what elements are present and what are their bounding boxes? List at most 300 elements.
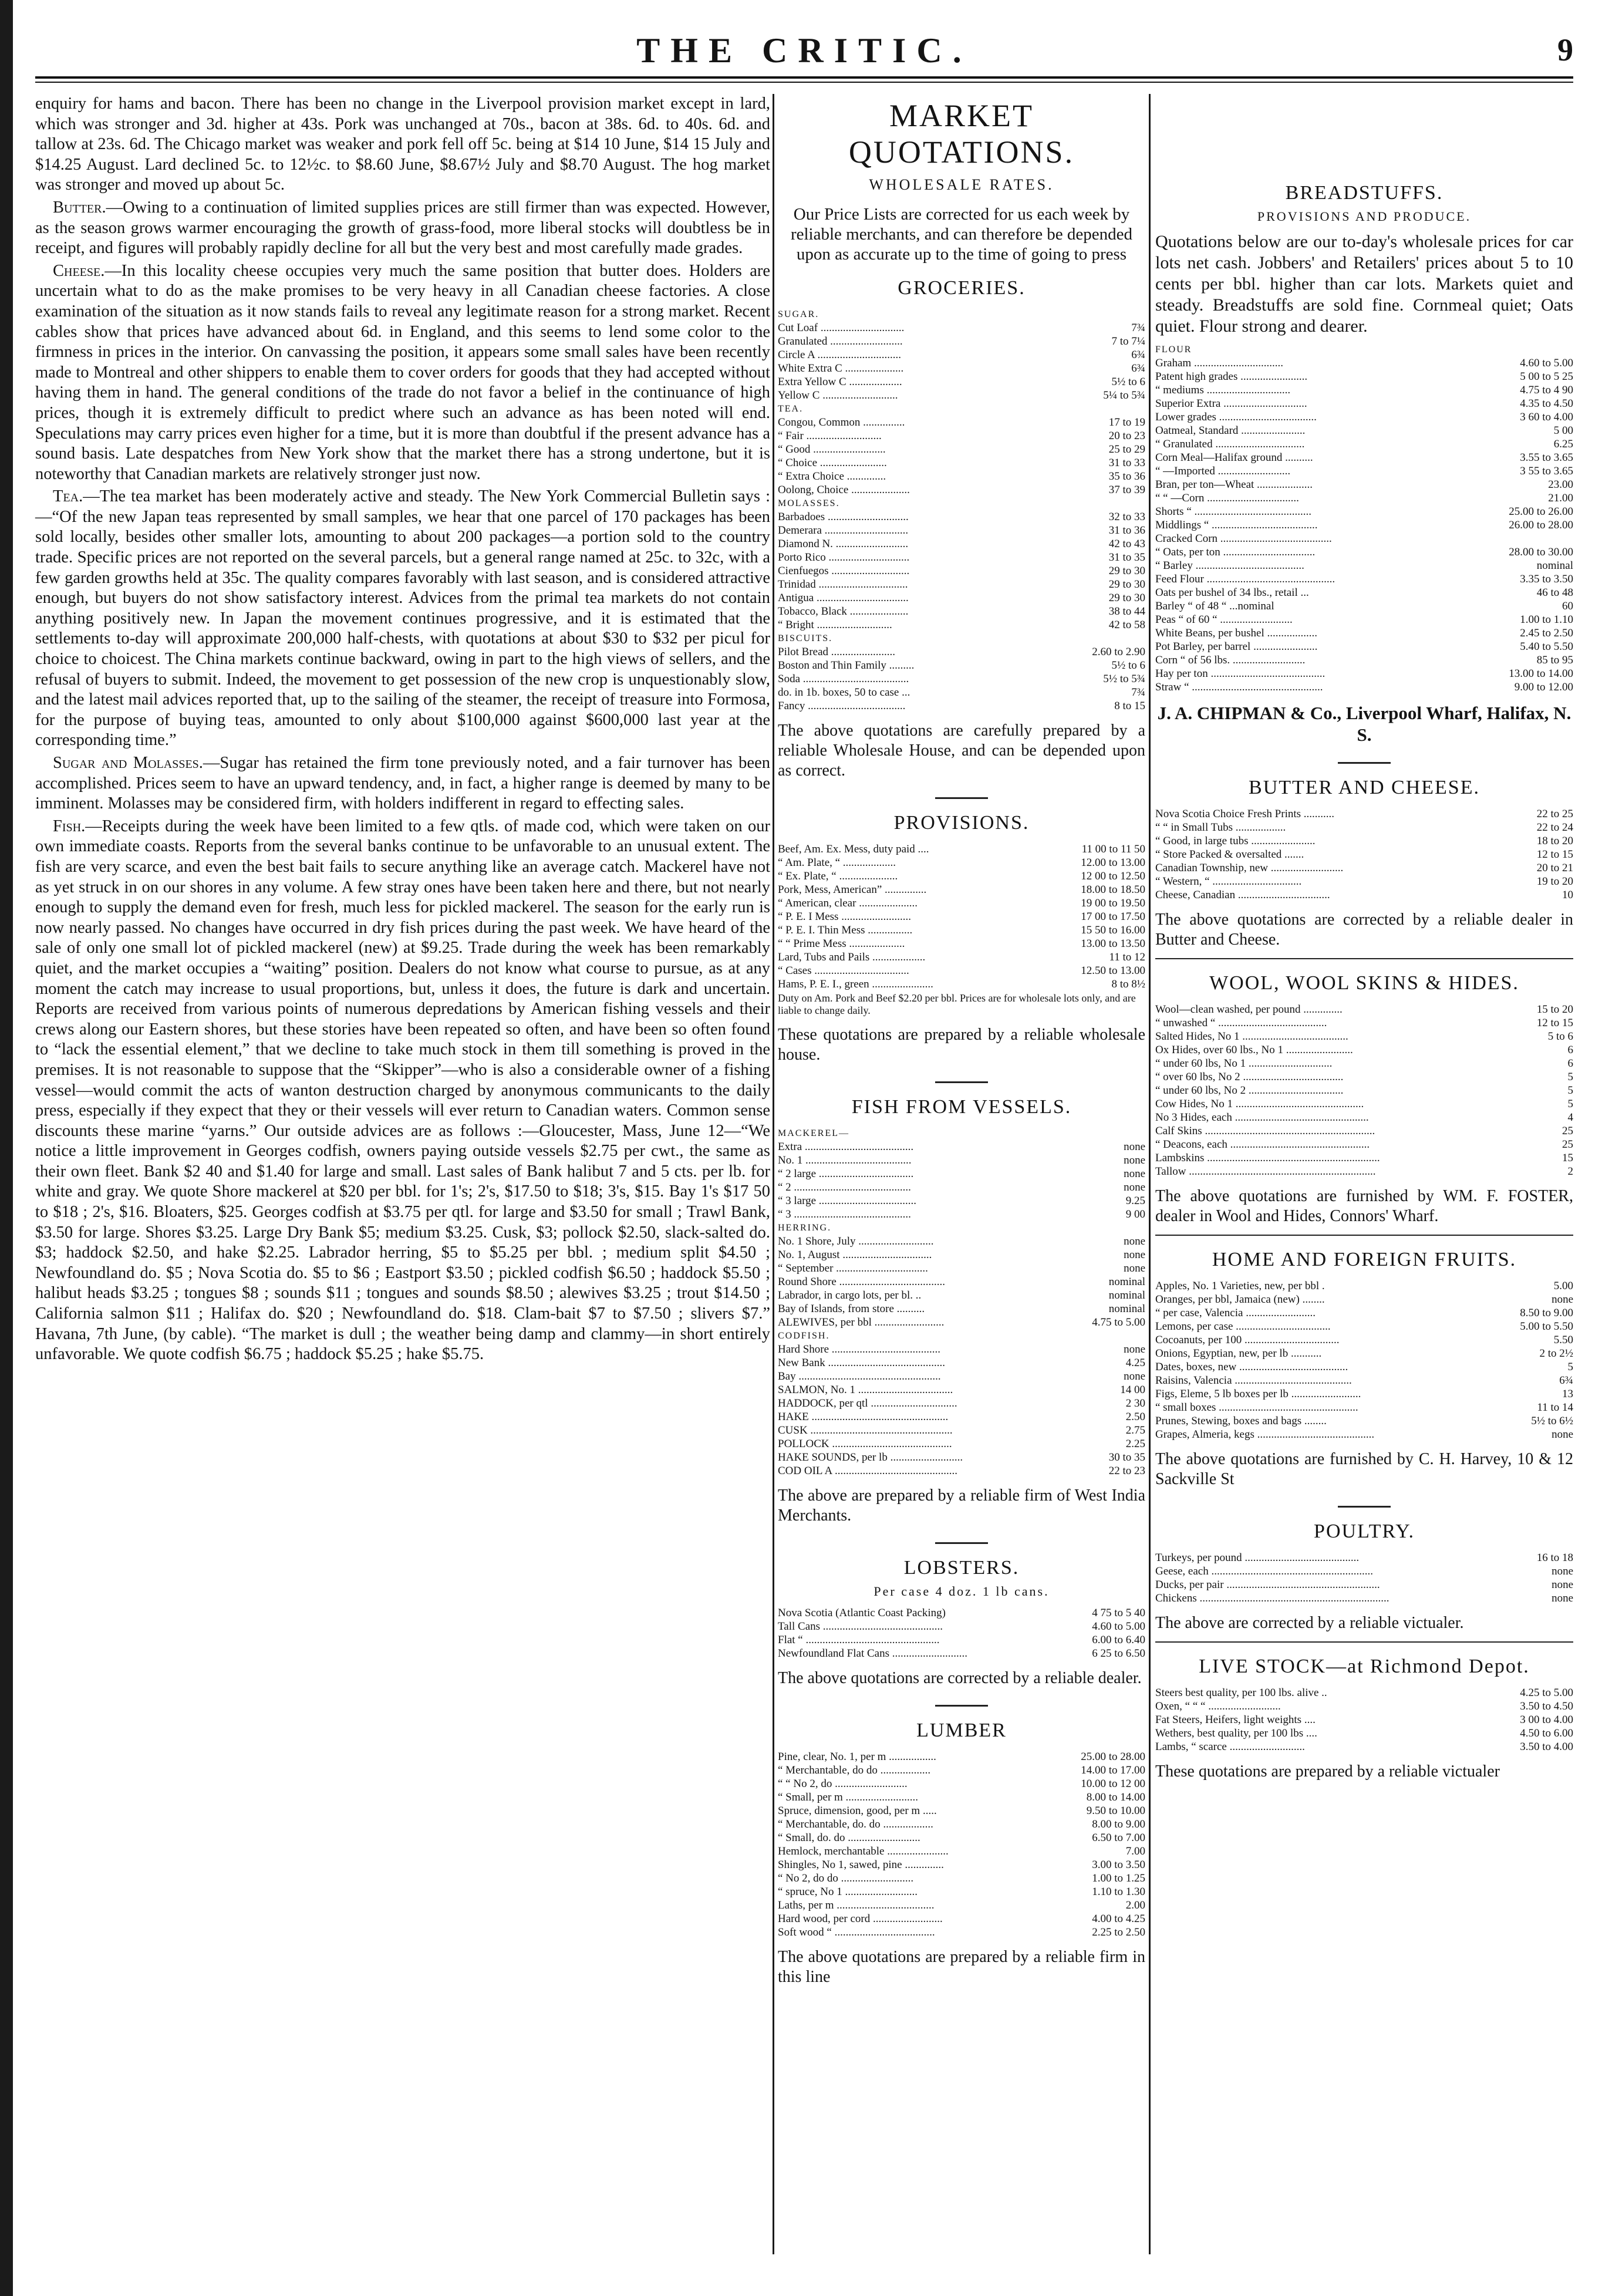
quote-price: 42 to 58: [1108, 619, 1145, 631]
quote-price: none: [1124, 1154, 1145, 1166]
quote-item: “ Bright ...........................: [778, 619, 892, 631]
paragraph-text: —Receipts during the week have been limited to a few qtls. of made cod, which were taken on our own immediate coasts. Reports from the several banks continue to be unfavorable to an unusual extent. The fish are very scarce, and even the best bait fails to secure anything like an average catch. Mackerel have not as yet struck in on our shores in any volume. A few stray ones have been taken here and there, but not nearly enough to supply the demand even for fresh, much less for pickled mackerel. The season for the early run is now nearly passed. No changes have occurred in dry fish prices during the past week. We have heard of the sale of only one small lot of pickled mackerel (new) at $9.25. Trade during the week has been remarkably quiet, and the market occupies a “waiting” position. Dealers do not know what course to pursue, as at any moment the catch may increase to usual proportions, but, unless it does, the future is dark and uncertain. Reports are received from various points of numerous depredations by American fishing vessels and their crews along our Eastern shores, but these stories have been repeated so often, and have been so often found to “lack the essential element,” that we decline to take much stock in them till something is proved in the premises. It is not reasonable to suppose that the “Skipper”—who is also a considerable owner of a fishing vessel—would commit the acts of wanton destruction charged by anonymous communicants to the daily press, especially if they expect that they or their vessels will ever return to Canadian waters. Common sense discounts these marine “yarns.” Our outside advices are as follows :—Gloucester, Mass, June 12—“We notice a little improvement in Georges codfish, owners paying outside vessels $2.75 per cwt., the same as their own fleet. Bank $2 40 and $1.40 for large and small. Last sales of Bank halibut 7 and 5 cts. per lb. for white and gray. We quote Shore mackerel at $20 per bbl. for 1's; 2's, $17.50 to $18; 3's, $15. Bay 1's $17 50 to $18 ; 2's, $16. Bloaters, $25. Georges codfish at $3.75 per qtl. for large and $3.50 for small ; Trawl Bank, $3.50 for large. Shores $3.25. Large Dry Bank $5; medium $3.25. Cusk, $3; pollock $2.50, slack-salted do. $3; haddock $2.50, and hake $2.25. Labrador herring, $5 to $5.25 per bbl. ; medium split $4.50 ; Newfoundland do. $5 ; Nova Scotia do. $5 to $6 ; Eastport $3.50 ; pickled codfish $6.50 ; haddock $5.50 ; halibut heads $3.25 ; tongues $8 ; sounds $11 ; tongues and sounds $8.50 ; alewives $3.25 ; trout $14.50 ; California salmon $11 ; Halifax do. $20 ; Newfoundland do. $18. Clam-bait $7 to $7.50 ; slivers $7.” Havana, 7th June, (by cable). “The market is dull ; the weather being damp and clammy—in short entirely unfavorable. We quote codfish $6.75 ; haddock $5.25 ; hake $5.75.: [35, 817, 770, 1364]
article-paragraph: [35, 198, 770, 259]
quote-price: 5.00: [1553, 1280, 1573, 1292]
breadstuffs-subtitle: PROVISIONS AND PRODUCE.: [1257, 209, 1472, 224]
quote-price: 2 to 2½: [1539, 1347, 1573, 1360]
quote-row: [778, 686, 1145, 699]
quote-item: “ Am. Plate, “ ...................: [778, 857, 896, 869]
quote-item: “ “ —Corn .................................: [1155, 492, 1299, 504]
quote-price: nominal: [1108, 1303, 1145, 1315]
quote-price: 13: [1562, 1388, 1573, 1400]
quote-row: [1155, 599, 1573, 613]
quote-item: Middlings “ ......................................: [1155, 519, 1318, 531]
quote-row: [1155, 1084, 1573, 1097]
quote-price: 18.00 to 18.50: [1081, 884, 1145, 896]
quote-item: Tobacco, Black .....................: [778, 605, 909, 618]
lumber-table: [778, 1750, 1145, 1939]
butter-table: [1155, 807, 1573, 902]
quote-price: 25.00 to 26.00: [1509, 505, 1573, 518]
quote-item: Calf Skins .............................................................: [1155, 1125, 1375, 1137]
quote-item: Oolong, Choice .....................: [778, 484, 910, 496]
quote-row: [778, 883, 1145, 896]
quote-item: “ Cases ..................................: [778, 965, 909, 977]
quote-item: “ American, clear .....................: [778, 897, 918, 909]
quote-row: [778, 632, 1145, 645]
quote-price: 5 00 to 5 25: [1520, 370, 1573, 383]
quote-row: [778, 1262, 1145, 1275]
quote-item: Hay per ton .........................................: [1155, 667, 1326, 680]
quote-price: 2.25: [1125, 1438, 1145, 1450]
wool-note: The above quotations are furnished by WM. F. FOSTER, dealer in Wool and Hides, Connors' Wharf.: [1155, 1187, 1573, 1225]
quote-price: 9.50 to 10.00: [1086, 1805, 1145, 1817]
quote-item: Grapes, Almeria, kegs ..........................................: [1155, 1428, 1375, 1441]
divider: [935, 1081, 988, 1083]
quote-price: 12 to 15: [1536, 848, 1573, 861]
quote-price: 5: [1567, 1361, 1573, 1373]
quote-item: Onions, Egyptian, new, per lb ...........: [1155, 1347, 1322, 1360]
quote-price: 3 00 to 4.00: [1520, 1714, 1573, 1726]
quote-row: [1155, 410, 1573, 424]
quote-price: 5.00 to 5.50: [1520, 1320, 1573, 1333]
paragraph-lead: Sugar and Molasses.: [53, 754, 203, 772]
quote-row: [778, 1437, 1145, 1451]
quote-item: Apples, No. 1 Varieties, new, per bbl .: [1155, 1280, 1325, 1292]
quote-row: [778, 483, 1145, 497]
quote-item: Barbadoes .............................: [778, 511, 909, 523]
quote-price: 19 00 to 19.50: [1081, 897, 1145, 909]
quote-item: Oranges, per bbl, Jamaica (new) ........: [1155, 1293, 1325, 1306]
quote-row: [778, 923, 1145, 937]
quote-item: Straw “ ...............................................: [1155, 681, 1323, 693]
quote-price: 4.35 to 4.50: [1520, 397, 1573, 410]
quote-row: [778, 1791, 1145, 1804]
quote-price: 6.00 to 6.40: [1092, 1634, 1145, 1646]
quote-row: [1155, 572, 1573, 586]
quote-row: [1155, 437, 1573, 451]
quote-row: [1155, 1565, 1573, 1578]
quote-item: “ small boxes ..................................................: [1155, 1401, 1358, 1414]
article-paragraph: [35, 487, 770, 751]
quote-row: [1155, 888, 1573, 902]
quote-row: [1155, 1070, 1573, 1084]
quote-item: “ Merchantable, do do ..................: [778, 1764, 931, 1776]
quote-row: [1155, 875, 1573, 888]
quote-item: Bay of Islands, from store ..........: [778, 1303, 925, 1315]
quote-row: [1155, 1740, 1573, 1754]
lumber-title: LUMBER: [916, 1720, 1007, 1741]
quote-item: “ Deacons, each ..................................................: [1155, 1138, 1370, 1151]
provisions-table: [778, 842, 1145, 991]
column-rule: [1149, 94, 1151, 2254]
quote-price: 21.00: [1548, 492, 1573, 504]
quote-row: [778, 591, 1145, 605]
quote-item: Antigua .................................: [778, 592, 909, 604]
quote-row: [778, 1235, 1145, 1248]
quote-item: White Beans, per bushel ..................: [1155, 627, 1317, 639]
quote-row: [778, 937, 1145, 950]
quote-row: [778, 389, 1145, 402]
quote-price: 16 to 18: [1536, 1552, 1573, 1564]
quote-row: [778, 524, 1145, 537]
quote-item: Cocoanuts, per 100 ..................................: [1155, 1334, 1340, 1346]
quote-item: “ mediums ..............................: [1155, 384, 1291, 396]
quote-price: 14 00: [1120, 1384, 1145, 1396]
quote-item: “ Granulated ................................: [1155, 438, 1305, 450]
quote-item: Feed Flour ..............................................: [1155, 573, 1335, 585]
quote-row: [778, 1831, 1145, 1845]
quote-row: [1155, 613, 1573, 626]
quote-price: [1087, 1221, 1145, 1235]
quote-row: [1155, 545, 1573, 559]
quote-price: 6.25: [1553, 438, 1573, 450]
quote-row: [1155, 1686, 1573, 1700]
quote-price: 20 to 21: [1536, 862, 1573, 874]
quote-row: [1155, 1043, 1573, 1057]
quote-row: [1155, 1713, 1573, 1727]
quote-row: [1155, 1151, 1573, 1165]
quote-row: [1155, 370, 1573, 383]
quote-item: “ 3 large ...................................: [778, 1195, 917, 1207]
divider: [935, 1705, 988, 1707]
quote-price: 6.50 to 7.00: [1092, 1832, 1145, 1844]
quote-price: 4.75 to 4 90: [1520, 384, 1573, 396]
quote-price: 3.35 to 3.50: [1520, 573, 1573, 585]
quote-price: 23.00: [1548, 478, 1573, 491]
provisions-note: These quotations are prepared by a reliable wholesale house.: [778, 1026, 1145, 1064]
quote-row: [1155, 834, 1573, 848]
quote-item: No. 1, August ................................: [778, 1249, 932, 1261]
quote-price: 22 to 24: [1536, 821, 1573, 834]
quote-price: [1087, 1329, 1145, 1343]
quote-item: Labrador, in cargo lots, per bl. ..: [778, 1289, 922, 1302]
quote-row: [1155, 1360, 1573, 1374]
quote-item: Soda ......................................: [778, 673, 909, 685]
quote-row: [1155, 1592, 1573, 1605]
quote-price: 37 to 39: [1108, 484, 1145, 496]
quote-price: 6 25 to 6.50: [1092, 1647, 1145, 1660]
quote-item: No. 1 ......................................: [778, 1154, 912, 1166]
quote-price: 29 to 30: [1108, 578, 1145, 591]
quote-row: [778, 645, 1145, 659]
quote-item: Pilot Bread .......................: [778, 646, 896, 658]
quote-row: [1155, 1097, 1573, 1111]
quote-row: [778, 551, 1145, 564]
quote-row: [778, 1633, 1145, 1647]
quote-price: 6: [1567, 1044, 1573, 1056]
quote-row: [778, 1899, 1145, 1912]
quote-price: 8 to 8½: [1111, 978, 1145, 990]
quote-row: [778, 605, 1145, 618]
quote-item: Lower grades ...................................: [1155, 411, 1317, 423]
quote-row: [778, 1140, 1145, 1154]
quote-item: Ox Hides, over 60 lbs., No 1 ........................: [1155, 1044, 1353, 1056]
quote-price: 8.00 to 14.00: [1086, 1791, 1145, 1803]
quote-item: Prunes, Stewing, boxes and bags ........: [1155, 1415, 1327, 1427]
column-rule: [773, 94, 774, 2254]
quote-row: [778, 1606, 1145, 1620]
quote-item: Bay ...................................................: [778, 1370, 941, 1383]
quote-item: “ “ Prime Mess ....................: [778, 938, 905, 950]
quote-item: Yellow C ...........................: [778, 389, 898, 402]
quote-row: [778, 416, 1145, 429]
quote-row: [778, 402, 1145, 416]
quote-item: Shorts “ ..........................................: [1155, 505, 1311, 518]
quote-price: nominal: [1108, 1289, 1145, 1302]
quote-item: Hard wood, per cord .........................: [778, 1913, 943, 1925]
quote-item: New Bank ..........................................: [778, 1357, 945, 1369]
quote-price: 7 to 7¼: [1111, 335, 1145, 348]
fruits-note: The above quotations are furnished by C. H. Harvey, 10 & 12 Sackville St: [1155, 1450, 1573, 1488]
quote-price: none: [1552, 1579, 1573, 1591]
quote-price: 1.00 to 1.25: [1092, 1872, 1145, 1884]
quote-item: Boston and Thin Family .........: [778, 659, 915, 672]
quote-price: 17 00 to 17.50: [1081, 911, 1145, 923]
quote-price: 20 to 23: [1108, 430, 1145, 442]
quote-row: [1155, 1016, 1573, 1030]
quote-row: [778, 564, 1145, 578]
quote-item: Tall Cans ...........................................: [778, 1620, 943, 1633]
quote-price: 25: [1562, 1125, 1573, 1137]
quote-item: “ Choice ........................: [778, 457, 887, 469]
quote-price: 2 30: [1125, 1397, 1145, 1410]
quote-price: 11 00 to 11 50: [1081, 843, 1145, 855]
quote-item: Figs, Eleme, 5 lb boxes per lb .........................: [1155, 1388, 1361, 1400]
article-column: [35, 94, 770, 1367]
quote-price: 12 00 to 12.50: [1081, 870, 1145, 882]
wool-title: WOOL, WOOL SKINS & HIDES.: [1209, 972, 1519, 994]
quote-row: [778, 510, 1145, 524]
quote-price: 5.40 to 5.50: [1520, 640, 1573, 653]
fruits-table: [1155, 1279, 1573, 1441]
quote-row: [778, 699, 1145, 713]
quote-row: [778, 1316, 1145, 1329]
quote-item: Cow Hides, No 1 ..............................................: [1155, 1098, 1364, 1110]
quote-item: Lemons, per case ..................................: [1155, 1320, 1331, 1333]
quote-price: none: [1124, 1235, 1145, 1248]
quote-price: 3 55 to 3.65: [1520, 465, 1573, 477]
quote-item: Chickens ....................................................................: [1155, 1592, 1389, 1604]
divider: [1155, 1235, 1573, 1236]
quote-price: none: [1552, 1565, 1573, 1577]
quote-item: Ducks, per pair .......................................................: [1155, 1579, 1380, 1591]
quote-price: 5¼ to 5¾: [1103, 389, 1145, 402]
quote-item: TEA.: [778, 404, 804, 414]
quote-row: [1155, 1401, 1573, 1414]
quote-item: HADDOCK, per qtl ...............................: [778, 1397, 957, 1410]
quote-price: 5 00: [1553, 424, 1573, 437]
quote-price: 4.00 to 4.25: [1092, 1913, 1145, 1925]
quote-row: [1155, 1306, 1573, 1320]
quote-row: [778, 335, 1145, 348]
quote-item: Soft wood “ ....................................: [778, 1926, 935, 1938]
quote-price: 2: [1567, 1165, 1573, 1178]
quote-price: 12 to 15: [1536, 1017, 1573, 1029]
quote-price: 8.00 to 9.00: [1092, 1818, 1145, 1830]
quote-item: “ Oats, per ton .................................: [1155, 546, 1316, 558]
quote-row: [778, 1872, 1145, 1885]
quote-price: 4 75 to 5 40: [1092, 1607, 1145, 1619]
quote-price: 26.00 to 28.00: [1509, 519, 1573, 531]
quotations-column-right: [1155, 94, 1573, 1785]
quote-item: Tallow ...................................................................: [1155, 1165, 1376, 1178]
quote-item: Oats per bushel of 34 lbs., retail ...: [1155, 586, 1309, 599]
quote-row: [778, 1926, 1145, 1939]
quote-price: 12.50 to 13.00: [1081, 965, 1145, 977]
quote-item: Turkeys, per pound .........................................: [1155, 1552, 1360, 1564]
quote-price: 5: [1567, 1071, 1573, 1083]
groceries-title: GROCERIES.: [898, 277, 1026, 299]
quote-row: [778, 1410, 1145, 1424]
quote-price: 30 to 35: [1108, 1451, 1145, 1464]
article-paragraph: [35, 94, 770, 195]
quote-item: FLOUR: [1155, 345, 1192, 355]
quote-price: 12.00 to 13.00: [1081, 857, 1145, 869]
quote-price: 9.25: [1125, 1195, 1145, 1207]
quote-item: Nova Scotia Choice Fresh Prints ...........: [1155, 808, 1335, 820]
quote-item: No 3 Hides, each ................................................: [1155, 1111, 1369, 1124]
article-paragraph: [35, 261, 770, 485]
quote-row: [1155, 848, 1573, 861]
breadstuffs-dealer: J. A. CHIPMAN & Co., Liverpool Wharf, Halifax, N. S.: [1157, 703, 1571, 745]
quote-price: none: [1552, 1592, 1573, 1604]
quote-row: [1155, 343, 1573, 356]
paragraph-text: enquiry for hams and bacon. There has been no change in the Liverpool provision market except in lard, which was stronger and 3d. higher at 43s. Pork was unchanged at 70s., bacon at 38s. 6d. to 40s. 6d. and tallow at 23s. 6d. The Chicago market was weaker and pork fell off 5c. being at $14 10 June, $14 15 July and $14.25 August. Lard declined 5c. to 12½c. to $8.60 June, $8.67½ July and $8.70 August. The hog market was stronger and moved up about 5c.: [35, 95, 770, 194]
quote-row: [778, 1370, 1145, 1383]
quote-price: 15: [1562, 1152, 1573, 1164]
page-number: 9: [1557, 32, 1573, 68]
quotations-column-middle: [778, 94, 1145, 1991]
quote-row: [1155, 1551, 1573, 1565]
quote-row: [778, 869, 1145, 883]
quote-row: [1155, 532, 1573, 545]
quote-item: “ 2 ..........................................: [778, 1181, 911, 1193]
quote-item: “ Small, do. do ..........................: [778, 1832, 920, 1844]
quote-price: [1504, 343, 1573, 356]
quote-price: [1087, 497, 1145, 510]
quote-item: “ “ No 2, do ..........................: [778, 1778, 908, 1790]
quote-price: 2.60 to 2.90: [1092, 646, 1145, 658]
paragraph-text: —Owing to a continuation of limited supplies prices are still firmer than was expected. However, as the season grows warmer encouraging the growth of grass-food, more liberal stocks will doubtless be in receipt, and figures will probably rapidly decline for all but the very best and most carefully made grades.: [35, 198, 770, 258]
quote-item: “ Fair ...........................: [778, 430, 882, 442]
quote-row: [778, 1818, 1145, 1831]
quote-row: [1155, 1727, 1573, 1740]
quote-row: [1155, 1111, 1573, 1124]
quote-item: “ 3 ..........................................: [778, 1208, 911, 1221]
quote-row: [778, 1777, 1145, 1791]
quote-price: 5½ to 5¾: [1103, 673, 1145, 685]
quote-row: [1155, 1279, 1573, 1293]
quote-row: [778, 578, 1145, 591]
quote-item: “ Small, per m ..........................: [778, 1791, 919, 1803]
quote-item: “ P. E. I Mess .........................: [778, 911, 911, 923]
quote-price: none: [1124, 1168, 1145, 1180]
quote-row: [1155, 586, 1573, 599]
breadstuffs-intro: Quotations below are our to-day's wholesale prices for car lots net cash. Jobbers' and Retailers' prices about 5 to 10 cents per bbl. higher than car lots. Markets quiet and steady. Breadstuffs are sold fine. Cornmeal quiet; Oats quiet. Flour strong and dearer.: [1155, 232, 1573, 336]
quote-row: [778, 1208, 1145, 1221]
quote-row: [778, 1383, 1145, 1397]
quote-item: Nova Scotia (Atlantic Coast Packing): [778, 1607, 946, 1619]
quote-item: Lambs, “ scarce ...........................: [1155, 1741, 1305, 1753]
quote-row: [778, 1302, 1145, 1316]
quote-row: [1155, 1700, 1573, 1713]
quote-row: [778, 1154, 1145, 1167]
butter-title: BUTTER AND CHEESE.: [1249, 777, 1480, 798]
masthead: [35, 23, 1573, 70]
quote-price: 8 to 15: [1114, 700, 1145, 712]
quote-item: “ P. E. I. Thin Mess ................: [778, 924, 913, 936]
quote-row: [1155, 478, 1573, 491]
quote-item: Trinidad ................................: [778, 578, 908, 591]
quote-item: Canadian Township, new ..........................: [1155, 862, 1344, 874]
paragraph-text: —Sugar has retained the firm tone previously noted, and a fair turnover has been accomplished. Prices seem to have an upward tendency, and, in fact, a higher range is deemed by many to be imminent. Molasses may be considered firm, with holders indifferent in regard to effecting sales.: [35, 754, 770, 813]
quote-price: 5 to 6: [1547, 1030, 1573, 1043]
quote-row: [778, 1845, 1145, 1858]
quote-item: Cut Loaf ..............................: [778, 322, 905, 334]
quote-item: Steers best quality, per 100 lbs. alive ..: [1155, 1687, 1327, 1699]
quote-row: [778, 321, 1145, 335]
quote-item: Diamond N. ..........................: [778, 538, 909, 550]
lobsters-title: LOBSTERS.: [903, 1557, 1020, 1579]
quote-item: MACKEREL—: [778, 1128, 849, 1138]
quote-price: 7¾: [1131, 322, 1145, 334]
quote-item: Granulated ..........................: [778, 335, 903, 348]
quote-item: “ Store Packed & oversalted .......: [1155, 848, 1304, 861]
quote-price: 8.50 to 9.00: [1520, 1307, 1573, 1319]
quote-item: MOLASSES.: [778, 498, 840, 508]
quote-item: do. in 1b. boxes, 50 to case ...: [778, 686, 910, 699]
quote-price: 85 to 95: [1536, 654, 1573, 666]
quote-price: 15 to 20: [1536, 1003, 1573, 1016]
quote-item: Demerara ..............................: [778, 524, 909, 537]
quote-item: Extra .......................................: [778, 1141, 914, 1153]
masthead-rule: [35, 76, 1573, 83]
quote-item: Fat Steers, Heifers, light weights ....: [1155, 1714, 1316, 1726]
fish-title: FISH FROM VESSELS.: [851, 1096, 1072, 1118]
quote-price: none: [1552, 1293, 1573, 1306]
quote-price: 18 to 20: [1536, 835, 1573, 847]
quote-row: [1155, 464, 1573, 478]
quote-row: [1155, 861, 1573, 875]
quote-row: [1155, 667, 1573, 680]
quote-price: 11 to 14: [1537, 1401, 1573, 1414]
quote-row: [1155, 1347, 1573, 1360]
poultry-title: POULTRY.: [1314, 1520, 1415, 1542]
quote-row: [1155, 1165, 1573, 1178]
quote-row: [1155, 491, 1573, 505]
quote-item: Wool—clean washed, per pound ..............: [1155, 1003, 1343, 1016]
quote-row: [778, 977, 1145, 991]
quote-row: [778, 856, 1145, 869]
quote-price: 5: [1567, 1098, 1573, 1110]
quote-price: 2.00: [1125, 1899, 1145, 1911]
quote-price: 19 to 20: [1536, 875, 1573, 888]
quote-price: 4.75 to 5.00: [1092, 1316, 1145, 1329]
paragraph-lead: Butter.: [53, 198, 106, 217]
quote-price: 42 to 43: [1108, 538, 1145, 550]
breadstuffs-title: BREADSTUFFS.: [1285, 182, 1444, 204]
quote-price: 29 to 30: [1108, 565, 1145, 577]
quote-item: Salted Hides, No 1 ......................................: [1155, 1030, 1348, 1043]
quote-price: [1087, 1127, 1145, 1140]
quote-price: 5½ to 6½: [1531, 1415, 1573, 1427]
quote-price: 4.50 to 6.00: [1520, 1727, 1573, 1739]
quote-price: 38 to 44: [1108, 605, 1145, 618]
quote-price: 10.00 to 12 00: [1081, 1778, 1145, 1790]
quote-item: HAKE SOUNDS, per lb ..........................: [778, 1451, 963, 1464]
quote-item: “ per case, Valencia .........................: [1155, 1307, 1316, 1319]
quote-price: 4.60 to 5.00: [1092, 1620, 1145, 1633]
